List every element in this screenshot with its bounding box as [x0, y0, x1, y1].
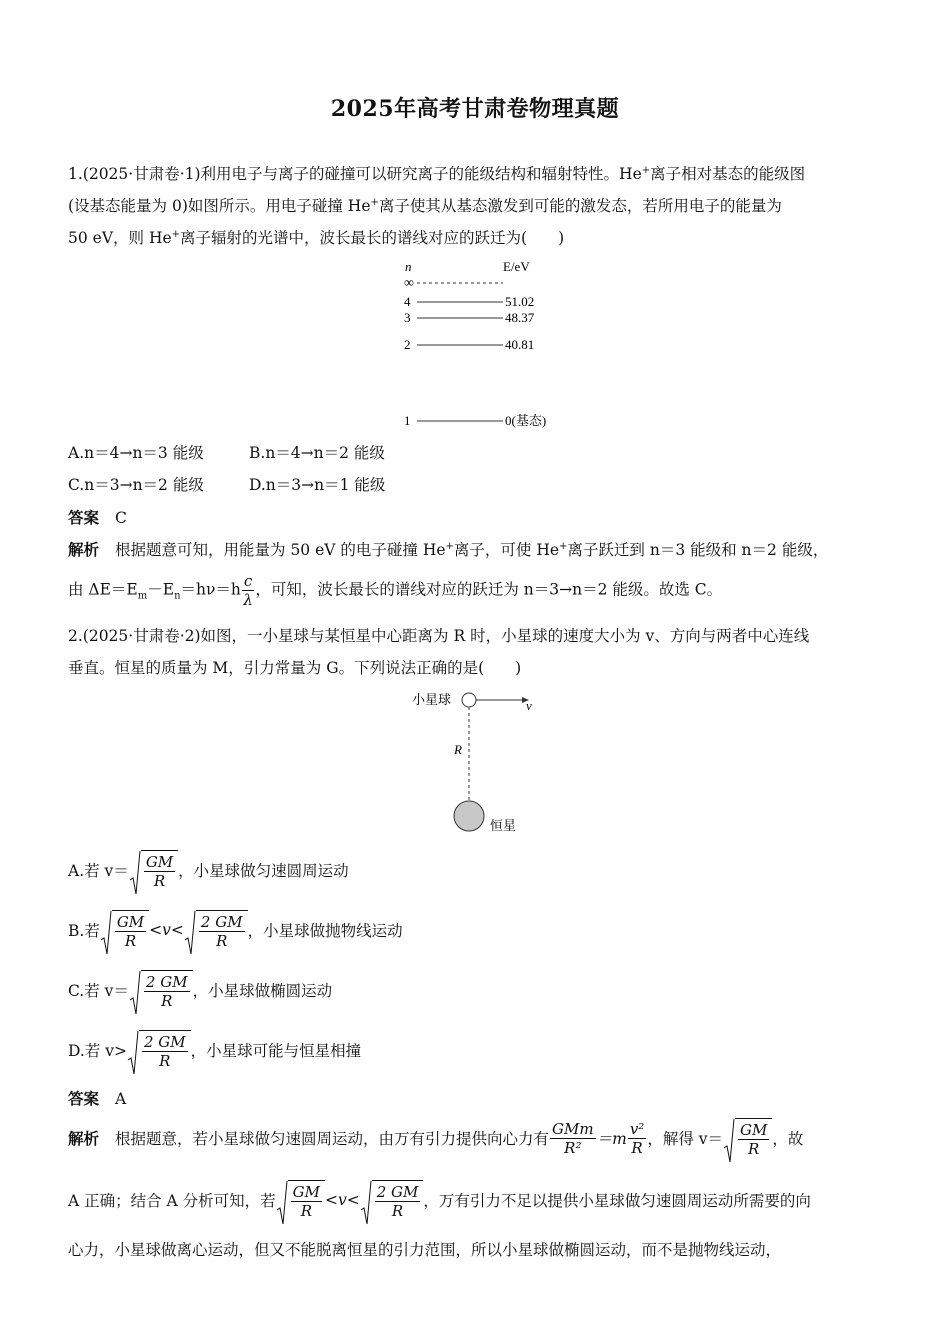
- q2-analysis-1a: 根据题意，若小星球做匀速圆周运动，由万有引力提供向心力有: [115, 1130, 550, 1148]
- q1-sub-n: n: [174, 590, 181, 602]
- sqrt-2gm-r: [127, 1030, 191, 1070]
- frac-num: 2 GM: [143, 1033, 186, 1051]
- frac-num: GMm: [552, 1119, 594, 1138]
- frac-den: R: [391, 1202, 404, 1220]
- level-3-e: 48.37: [505, 310, 535, 325]
- frac-den: R²: [564, 1138, 582, 1157]
- q1-analysis-sup-2: +: [559, 540, 568, 552]
- q2-option-a: [68, 850, 349, 890]
- q2-d-pre: D.若 v>: [68, 1042, 127, 1060]
- q2-analysis-2a: A 正确；结合 A 分析可知，若: [68, 1192, 276, 1210]
- q2-analysis-2b: ，万有引力不足以提供小星球做匀速圆周运动所需要的向: [423, 1192, 811, 1210]
- q2-option-d: [68, 1030, 361, 1070]
- q2-b-mid: <v<: [149, 921, 184, 939]
- q1-text-1b: 离子相对基态的能级图: [650, 165, 806, 183]
- q2-analysis-line-1: [68, 1118, 803, 1158]
- level-4-n: 4: [404, 294, 411, 309]
- q1-line-1: [68, 162, 805, 184]
- level-1-e: 0(基态): [505, 413, 547, 428]
- q1-sup-3: +: [171, 228, 181, 240]
- q1-text-2a: (设基态能量为 0)如图所示。用电子碰撞 He: [68, 197, 371, 215]
- q1-analysis-line-2: [68, 572, 722, 609]
- frac-den: R: [153, 872, 166, 890]
- frac-den: R: [124, 932, 137, 950]
- q1-answer: [68, 506, 127, 528]
- frac-num: c: [243, 572, 253, 590]
- q2-option-c: [68, 970, 332, 1010]
- q2-analysis-1c: ，故: [772, 1130, 804, 1148]
- q2-eq-m: ＝m: [596, 1130, 627, 1148]
- q2-analysis-line-2: [68, 1180, 811, 1220]
- q1-analysis-2d: ，可知，波长最长的谱线对应的跃迁为 n＝3→n＝2 能级。故选 C。: [255, 580, 723, 599]
- q2-answer: [68, 1087, 126, 1109]
- q2-analysis-line-3: 心力，小星球做离心运动，但又不能脱离恒星的引力范围，所以小星球做椭圆运动，而不是抛物线运动，: [68, 1241, 782, 1259]
- q1-option-c: C.n＝3→n＝2 能级: [68, 476, 204, 494]
- frac-num: 2 GM: [145, 973, 188, 991]
- q1-analysis-1b: 离子，可使 He: [453, 541, 560, 559]
- q2-c-post: ，小星球做椭圆运动: [192, 982, 333, 1000]
- q1-text-2b: 离子使其从基态激发到可能的激发态，若所用电子的能量为: [378, 197, 782, 215]
- sqrt-gm-r: [100, 910, 149, 950]
- q2-analysis-1b: ，解得 v＝: [647, 1130, 723, 1148]
- q1-line-3: [68, 226, 564, 248]
- frac-num: GM: [116, 913, 145, 931]
- small-star-circle: [462, 693, 476, 707]
- frac-num: GM: [145, 853, 174, 871]
- orbit-diagram: [410, 688, 560, 838]
- frac-num: GM: [740, 1121, 768, 1139]
- sqrt-2gm-r: [129, 970, 193, 1010]
- frac-v2-r: [628, 1120, 647, 1157]
- q1-analysis-1a: 根据题意可知，用能量为 50 eV 的电子碰撞 He: [115, 541, 446, 559]
- frac-num: GM: [292, 1183, 321, 1201]
- frac-den: λ: [243, 591, 253, 609]
- frac-num: 2 GM: [200, 913, 243, 931]
- q1-analysis-sup-1: +: [445, 540, 454, 552]
- frac-c-lambda: [242, 572, 254, 609]
- sqrt-gm-r: [723, 1118, 772, 1158]
- q1-option-b: B.n＝4→n＝2 能级: [249, 444, 385, 462]
- q2-b-post: ，小星球做抛物线运动: [247, 922, 403, 940]
- frac-gmm-r2: [550, 1120, 596, 1157]
- sqrt-2gm-r: [360, 1180, 424, 1220]
- velocity-label: v: [526, 698, 532, 713]
- q1-sub-m: m: [137, 590, 148, 602]
- q2-option-b: [68, 910, 403, 950]
- frac-den: R: [159, 1052, 171, 1070]
- sqrt-gm-r: [129, 850, 178, 890]
- q1-text-3a: 50 eV，则 He: [68, 229, 172, 247]
- q1-analysis-label: 解析: [68, 541, 100, 559]
- q2-d-post: ，小星球可能与恒星相撞: [190, 1042, 362, 1060]
- q1-analysis-2c: ＝hν＝h: [180, 580, 241, 599]
- small-star-label: 小星球: [412, 692, 452, 707]
- sqrt-gm-r: [276, 1180, 325, 1220]
- level-2-n: 2: [404, 337, 411, 352]
- q2-a-pre: A.若 v＝: [68, 862, 129, 880]
- page-title: 2025年高考甘肃卷物理真题: [330, 96, 620, 122]
- q1-option-a: A.n＝4→n＝3 能级: [68, 444, 204, 462]
- q2-c-pre: C.若 v＝: [68, 982, 129, 1000]
- frac-den: R: [748, 1140, 760, 1158]
- q2-answer-value: A: [115, 1090, 127, 1108]
- q2-line-1: 2.(2025·甘肃卷·2)如图，一小星球与某恒星中心距离为 R 时，小星球的速度大小为 v、方向与两者中心连线: [68, 627, 810, 645]
- q1-sup-1: +: [641, 164, 651, 176]
- level-4-e: 51.02: [505, 294, 535, 309]
- q1-analysis-2a: 由 ΔE＝E: [68, 580, 138, 599]
- level-3-n: 3: [404, 310, 411, 325]
- q2-a-post: ，小星球做匀速圆周运动: [178, 862, 349, 880]
- level-1-n: 1: [404, 413, 411, 428]
- q1-answer-value: C: [115, 509, 127, 527]
- frac-num: 2 GM: [376, 1183, 419, 1201]
- frac-den: R: [300, 1202, 312, 1220]
- q2-line-2: 垂直。恒星的质量为 M，引力常量为 G。下列说法正确的是( ): [68, 659, 522, 677]
- level-2-e: 40.81: [505, 337, 535, 352]
- energy-level-diagram: [395, 258, 565, 433]
- q1-analysis-1c: 离子跃迁到 n＝3 能级和 n＝2 能级，: [567, 541, 829, 559]
- star-label: 恒星: [490, 818, 517, 833]
- frac-den: R: [216, 932, 228, 950]
- diagram-n-label: n: [405, 259, 412, 274]
- frac-den: R: [161, 992, 173, 1010]
- q1-option-d: D.n＝3→n＝1 能级: [249, 476, 386, 494]
- frac-num: v²: [629, 1119, 645, 1138]
- level-inf-label: ∞: [404, 276, 414, 291]
- q1-text-1a: 1.(2025·甘肃卷·1)利用电子与离子的碰撞可以研究离子的能级结构和辐射特性。He: [68, 165, 642, 183]
- q1-text-3b: 离子辐射的光谱中，波长最长的谱线对应的跃迁为( ): [180, 229, 565, 247]
- q2-analysis-2mid: <v<: [325, 1191, 360, 1209]
- q1-analysis-2b: －E: [147, 580, 175, 599]
- sqrt-2gm-r: [184, 910, 248, 950]
- q2-analysis-label: 解析: [68, 1130, 100, 1148]
- q2-b-pre: B.若: [68, 922, 100, 940]
- q1-line-2: [68, 194, 782, 216]
- star-circle: [454, 801, 484, 831]
- q2-answer-label: 答案: [68, 1090, 100, 1108]
- q1-analysis-line-1: [68, 538, 828, 560]
- diagram-e-label: E/eV: [503, 259, 530, 274]
- frac-den: R: [631, 1138, 643, 1157]
- q1-sup-2: +: [370, 196, 379, 208]
- radius-label: R: [454, 742, 462, 757]
- q1-answer-label: 答案: [68, 509, 100, 527]
